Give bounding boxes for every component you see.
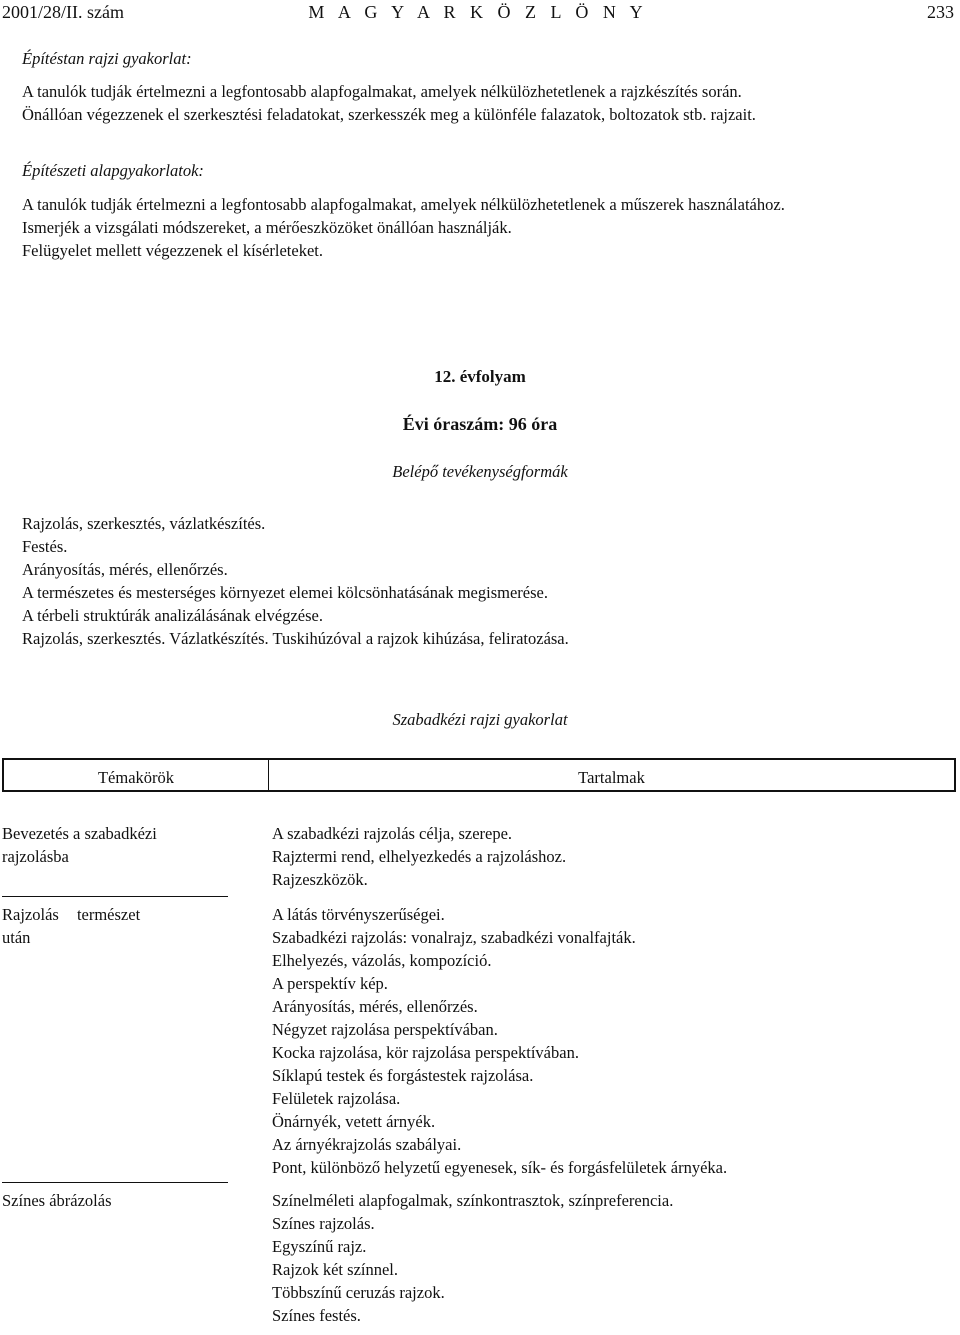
grade-title: 12. évfolyam — [434, 367, 526, 386]
topic-cell — [2, 1189, 212, 1212]
content-cell — [272, 1189, 952, 1327]
content-line: Négyzet rajzolása perspektívában. — [272, 1020, 498, 1039]
list-item: Arányosítás, mérés, ellenőrzés. — [22, 560, 228, 579]
content-line: Elhelyezés, vázolás, kompozíció. — [272, 951, 492, 970]
paragraph-line: Önállóan végezzenek el szerkesztési feladatokat, szerkesszék meg a különféle falazatok, boltozatok stb. rajzait. — [22, 105, 756, 124]
content-line: Önárnyék, vetett árnyék. — [272, 1112, 436, 1131]
content-line: Pont, különböző helyzetű egyenesek, sík- és forgásfelületek árnyéka. — [272, 1158, 728, 1177]
topic-line: Rajzolás természet — [2, 905, 141, 924]
table-header — [2, 758, 956, 792]
section-heading: Építészeti alapgyakorlatok: — [22, 161, 204, 180]
content-line: Színes festés. — [272, 1306, 361, 1325]
content-cell — [272, 822, 952, 891]
list-item: Rajzolás, szerkesztés, vázlatkészítés. — [22, 514, 266, 533]
topic-line: Bevezetés a szabadkézi — [2, 824, 157, 843]
page-header — [2, 2, 954, 26]
paragraph-line: Ismerjék a vizsgálati módszereket, a mérőeszközöket önállóan használják. — [22, 218, 512, 237]
list-item: Rajzolás, szerkesztés. Vázlatkészítés. Tuskihúzóval a rajzok kihúzása, feliratozása. — [22, 629, 569, 648]
page-number: 233 — [927, 2, 954, 22]
content-line: Többszínű ceruzás rajzok. — [272, 1283, 445, 1302]
column-header-contents: Tartalmak — [578, 768, 645, 787]
topic-cell — [2, 903, 212, 949]
topic-line: Színes ábrázolás — [2, 1191, 112, 1210]
topic-line: után — [2, 928, 31, 947]
content-line: Egyszínű rajz. — [272, 1237, 367, 1256]
content-line: Rajzok két színnel. — [272, 1260, 399, 1279]
topic-cell — [2, 822, 212, 868]
content-line: A látás törvényszerűségei. — [272, 905, 445, 924]
entry-activities-heading: Belépő tevékenységformák — [392, 462, 568, 481]
row-separator — [2, 896, 228, 897]
content-line: Színelméleti alapfogalmak, színkontrasztok, színpreferencia. — [272, 1191, 674, 1210]
row-separator — [2, 1182, 228, 1183]
content-line: A szabadkézi rajzolás célja, szerepe. — [272, 824, 513, 843]
section-heading: Építéstan rajzi gyakorlat: — [22, 49, 192, 68]
paragraph-line: A tanulók tudják értelmezni a legfontosabb alapfogalmakat, amelyek nélkülözhetetlenek a műszerek használatához. — [22, 195, 785, 214]
list-item: A térbeli struktúrák analizálásának elvégzése. — [22, 606, 323, 625]
table-title: Szabadkézi rajzi gyakorlat — [392, 710, 568, 729]
content-line: Rajzeszközök. — [272, 870, 368, 889]
list-item: Festés. — [22, 537, 68, 556]
list-item: A természetes és mesterséges környezet elemei kölcsönhatásának megismerése. — [22, 583, 548, 602]
content-line: Síklapú testek és forgástestek rajzolása. — [272, 1066, 534, 1085]
annual-hours: Évi óraszám: 96 óra — [402, 414, 558, 434]
content-line: Szabadkézi rajzolás: vonalrajz, szabadkézi vonalfajták. — [272, 928, 636, 947]
paragraph-line: A tanulók tudják értelmezni a legfontosabb alapfogalmakat, amelyek nélkülözhetetlenek a rajzkészítés során. — [22, 82, 742, 101]
content-line: Kocka rajzolása, kör rajzolása perspektívában. — [272, 1043, 579, 1062]
content-line: Arányosítás, mérés, ellenőrzés. — [272, 997, 478, 1016]
topic-line: rajzolásba — [2, 847, 69, 866]
content-line: Az árnyékrajzolás szabályai. — [272, 1135, 462, 1154]
content-line: Színes rajzolás. — [272, 1214, 375, 1233]
column-header-topics: Témakörök — [97, 768, 175, 787]
content-line: Felületek rajzolása. — [272, 1089, 401, 1108]
entry-activities-list — [22, 512, 957, 650]
journal-title: M A G Y A R K Ö Z L Ö N Y — [308, 2, 648, 22]
content-cell — [272, 903, 952, 1179]
section-architectural-basics — [22, 159, 957, 262]
content-line: Rajztermi rend, elhelyezkedés a rajzoláshoz. — [272, 847, 567, 866]
issue-label: 2001/28/II. szám — [2, 2, 124, 22]
section-construction-drawing — [22, 47, 957, 126]
content-line: A perspektív kép. — [272, 974, 388, 993]
paragraph-line: Felügyelet mellett végezzenek el kísérleteket. — [22, 241, 323, 260]
